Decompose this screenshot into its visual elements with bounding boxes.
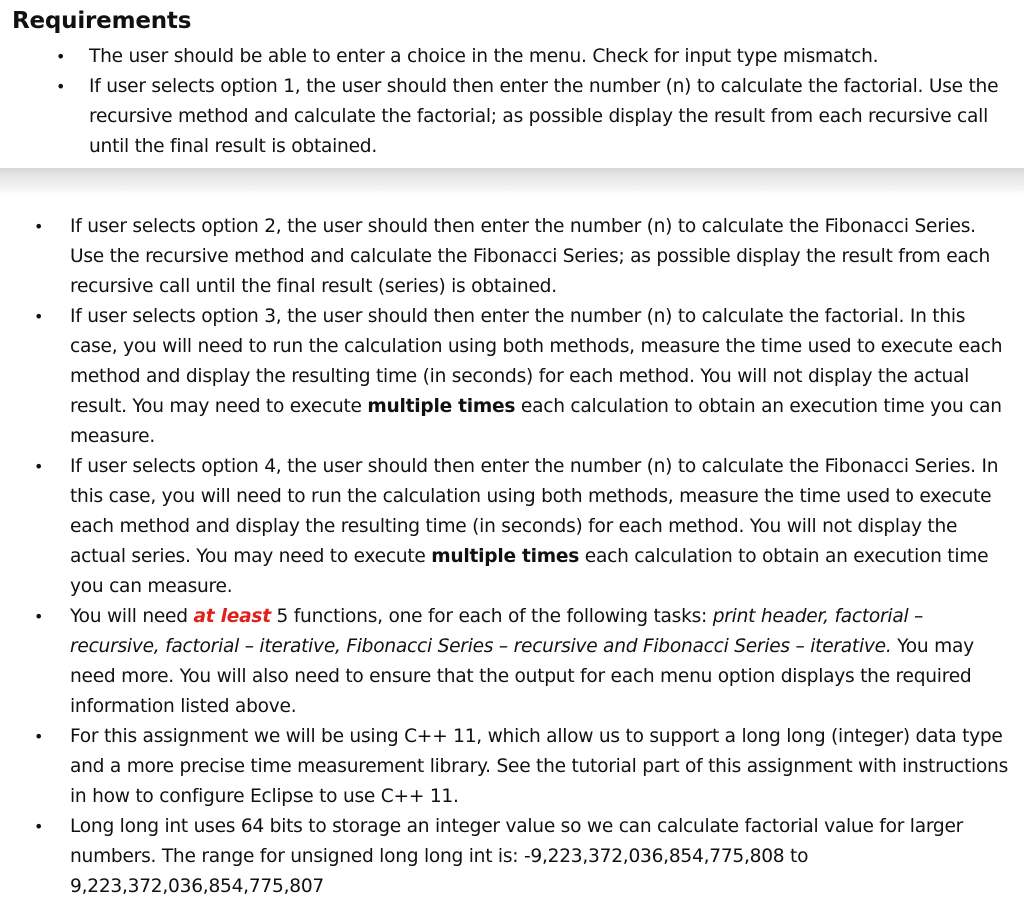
list-item-text: Long long int uses 64 bits to storage an integer value so we can calculate factorial value for larger numbers. The range for unsigned long long int is: -9,223,372,036,854,775,808 to 9,223,372,036,854,775,807 bbox=[70, 816, 964, 897]
bold-emphasis: multiple times bbox=[367, 396, 516, 417]
list-item-text: each calculation to obtain an execution time you can measure. bbox=[70, 396, 1002, 447]
list-item bbox=[34, 812, 1015, 902]
red-emphasis: at least bbox=[193, 606, 271, 627]
list-item bbox=[34, 452, 1015, 602]
bullet-icon: • bbox=[34, 727, 44, 746]
document-page-top bbox=[0, 0, 1024, 168]
bullet-icon: • bbox=[34, 457, 44, 476]
page-divider bbox=[0, 168, 1024, 194]
list-item-text: 5 functions, one for each of the following tasks: bbox=[270, 606, 713, 627]
requirements-list-bottom bbox=[34, 212, 1015, 902]
list-item-text: If user selects option 1, the user should then enter the number (n) to calculate the factorial. Use the recursive method and calculate the factorial; as possible display the result from each recursive call until the final result is obtained. bbox=[89, 76, 999, 157]
list-item-text: If user selects option 2, the user should then enter the number (n) to calculate the Fibonacci Series. Use the recursive method and calculate the Fibonacci Series; as possible display the result from each recursive call until the final result (series) is obtained. bbox=[70, 216, 991, 297]
page-title: Requirements bbox=[12, 8, 192, 34]
list-item-text: For this assignment we will be using C++ 11, which allow us to support a long long (integer) data type and a more precise time measurement library. See the tutorial part of this assignment with instructions in how to configure Eclipse to use C++ 11. bbox=[70, 726, 1009, 807]
bullet-icon: • bbox=[56, 47, 66, 66]
list-item bbox=[34, 212, 1015, 302]
list-item bbox=[34, 722, 1015, 812]
italic-task-list: print header, factorial – recursive, factorial – iterative, Fibonacci Series – recursive and Fibonacci Series – iterative. bbox=[70, 606, 924, 657]
list-item-text: You may need more. You will also need to ensure that the output for each menu option displays the required information listed above. bbox=[70, 636, 974, 717]
list-item bbox=[34, 302, 1015, 452]
list-item-text: You will need bbox=[70, 606, 194, 627]
bullet-icon: • bbox=[34, 607, 44, 626]
list-item-text: each calculation to obtain an execution time you can measure. bbox=[70, 546, 989, 597]
list-item bbox=[34, 602, 1015, 722]
bold-emphasis: multiple times bbox=[431, 546, 580, 567]
requirements-list-top bbox=[56, 42, 1019, 162]
list-item-text: The user should be able to enter a choice in the menu. Check for input type mismatch. bbox=[89, 46, 879, 67]
list-item bbox=[56, 72, 1019, 162]
list-item-text: If user selects option 3, the user should then enter the number (n) to calculate the factorial. In this case, you will need to run the calculation using both methods, measure the time used to execute each method and display the resulting time (in seconds) for each method. You will not display the actual result. You may need to execute bbox=[70, 306, 1003, 417]
bullet-icon: • bbox=[34, 817, 44, 836]
bullet-icon: • bbox=[56, 77, 66, 96]
list-item bbox=[56, 42, 1019, 72]
bullet-icon: • bbox=[34, 307, 44, 326]
bullet-icon: • bbox=[34, 217, 44, 236]
list-item-text: If user selects option 4, the user should then enter the number (n) to calculate the Fibonacci Series. In this case, you will need to run the calculation using both methods, measure the time used to execute each method and display the resulting time (in seconds) for each method. You will not display the actual series. You may need to execute bbox=[70, 456, 999, 567]
